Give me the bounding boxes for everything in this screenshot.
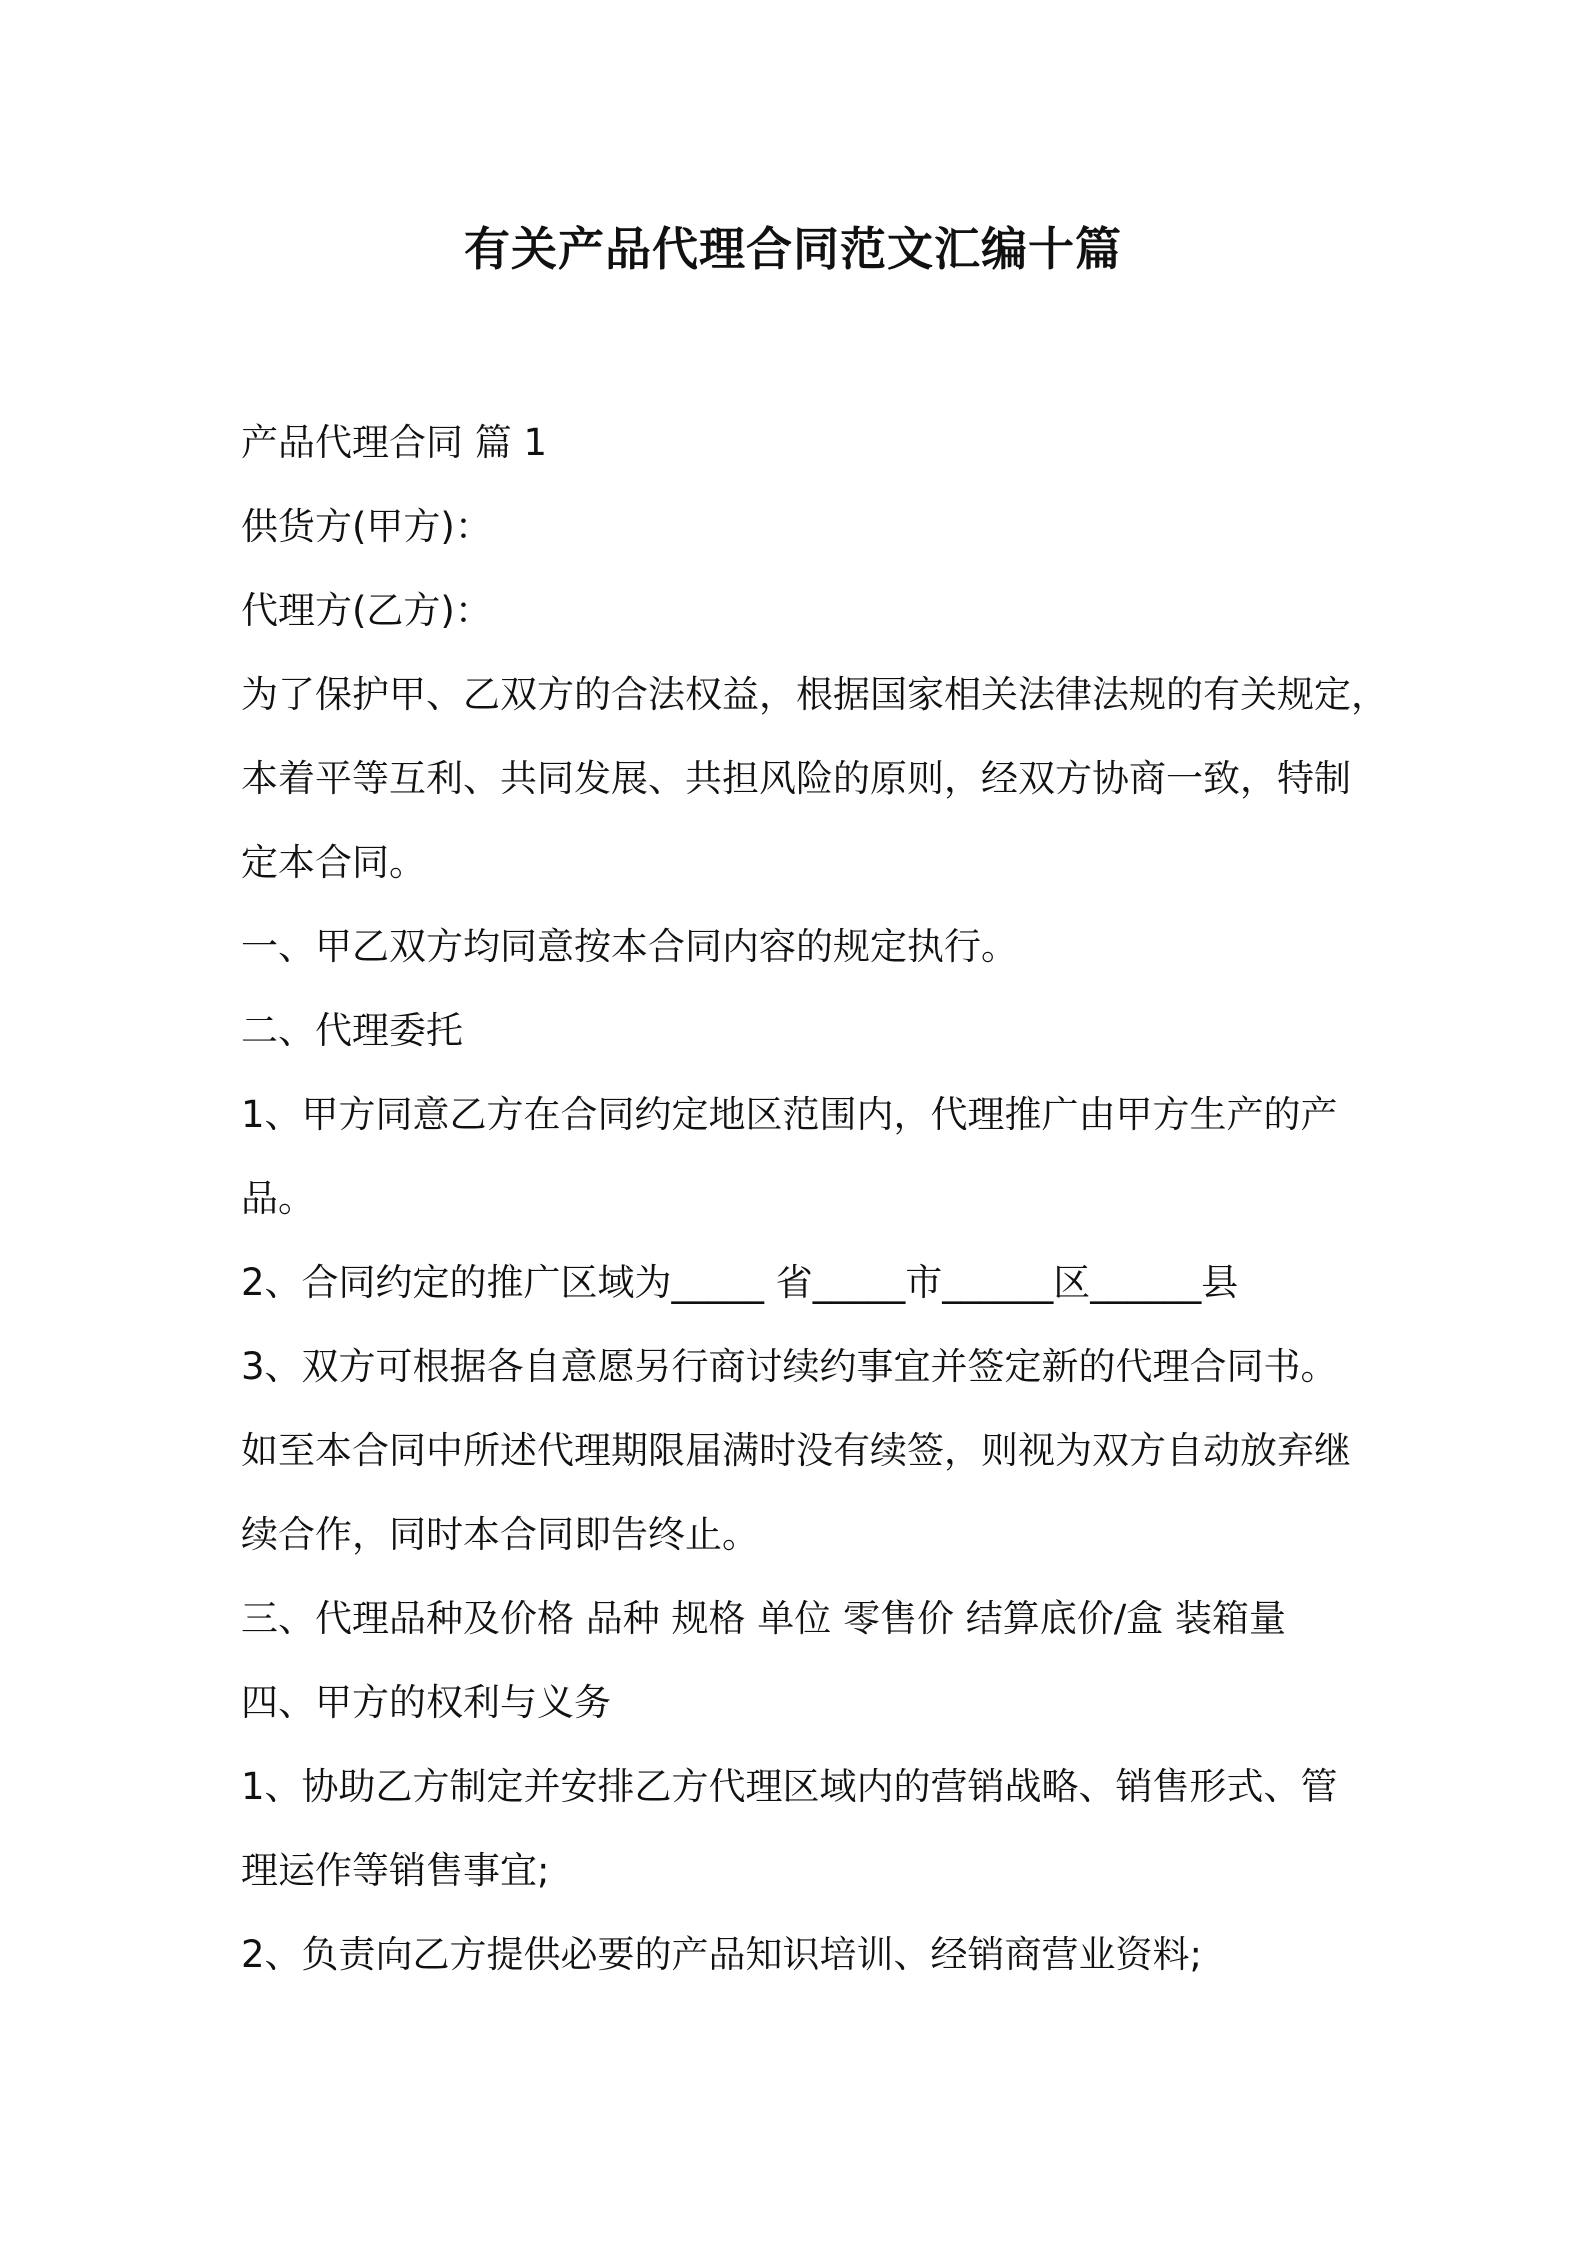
paragraph-line: 三、代理品种及价格 品种 规格 单位 零售价 结算底价/盒 装箱量 <box>241 1597 1287 1640</box>
paragraph-line: 1、甲方同意乙方在合同约定地区范围内，代理推广由甲方生产的产 <box>241 1093 1338 1136</box>
paragraph-line: 本着平等互利、共同发展、共担风险的原则，经双方协商一致，特制 <box>241 757 1351 800</box>
document-title: 有关产品代理合同范文汇编十篇 <box>464 222 1122 276</box>
paragraph-line: 如至本合同中所述代理期限届满时没有续签，则视为双方自动放弃继 <box>241 1429 1351 1472</box>
paragraph-line: 二、代理委托 <box>241 1009 463 1052</box>
paragraph-line: 供货方(甲方)： <box>241 505 492 548</box>
paragraph-line: 代理方(乙方)： <box>241 589 492 632</box>
paragraph-line: 3、双方可根据各自意愿另行商讨续约事宜并签定新的代理合同书。 <box>241 1345 1338 1388</box>
paragraph-line: 四、甲方的权利与义务 <box>241 1681 611 1724</box>
paragraph-line: 续合作，同时本合同即告终止。 <box>241 1513 759 1556</box>
paragraph-line: 2、合同约定的推广区域为_____ 省_____市______区______县 <box>241 1261 1239 1304</box>
paragraph-line: 1、协助乙方制定并安排乙方代理区域内的营销战略、销售形式、管 <box>241 1765 1338 1808</box>
paragraph-line: 定本合同。 <box>241 841 426 884</box>
paragraph-line: 一、甲乙双方均同意按本合同内容的规定执行。 <box>241 925 1018 968</box>
paragraph-line: 产品代理合同 篇 1 <box>241 421 548 464</box>
paragraph-line: 理运作等销售事宜; <box>241 1849 550 1892</box>
paragraph-line: 2、负责向乙方提供必要的产品知识培训、经销商营业资料; <box>241 1933 1203 1976</box>
document-body <box>241 401 1388 1997</box>
paragraph-line: 为了保护甲、乙双方的合法权益，根据国家相关法律法规的有关规定， <box>241 673 1388 716</box>
paragraph-line: 品。 <box>241 1177 315 1220</box>
